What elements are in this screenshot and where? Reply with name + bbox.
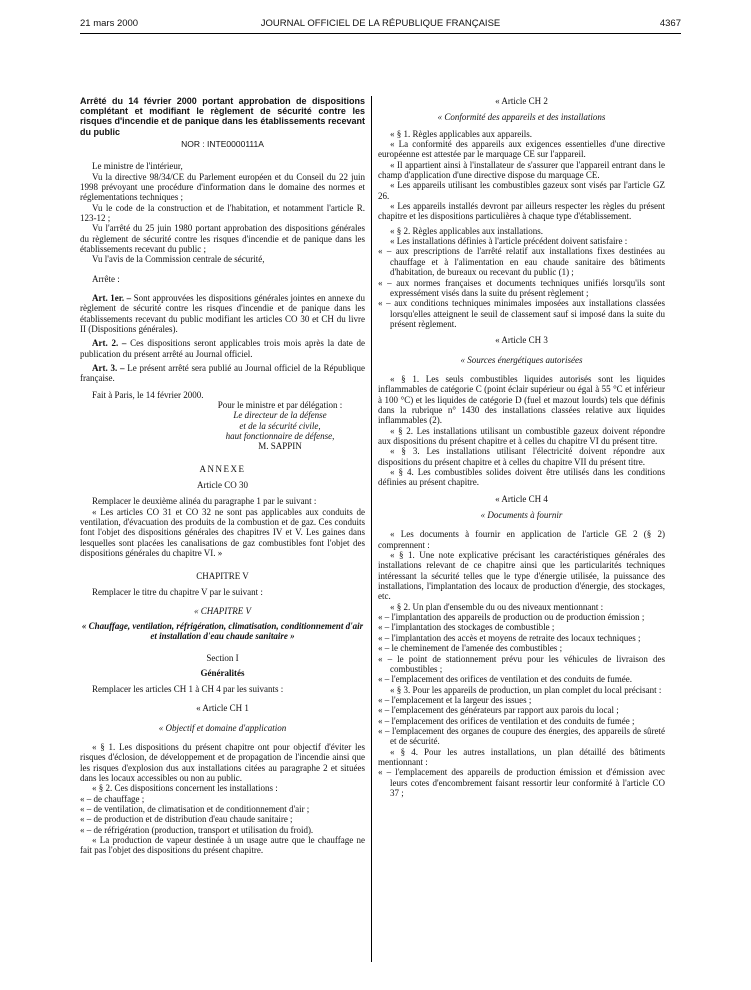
- article-paragraph: [80, 293, 365, 334]
- section-heading-italic: « Objectif et domaine d'application: [158, 722, 287, 733]
- section-heading: CHAPITRE V: [196, 570, 249, 581]
- paragraph: Remplacer le deuxième alinéa du paragraphe 1 par le suivant :: [92, 496, 317, 507]
- article-text: Sont approuvées les dispositions générales jointes en annexe du règlement de sécurité contre les risques d'incendie et de panique dans les établissements recevant du public modifiant les articles CO 30 et CH du livre II (Dispositions générales).: [80, 292, 366, 334]
- list-item: « – l'emplacement des orifices de ventilation et des conduits de fumée ;: [378, 715, 635, 726]
- header-rule: [80, 33, 681, 34]
- paragraph: « § 1. Les seuls combustibles liquides autorisés sont les liquides inflammables de catégorie C (point éclair supérieur ou égal à 55 °C et inférieur à 100 °C) et les liquides de catégorie D (fuel et mazout lourds) tels que définis dans la rubrique n° 1430 des installations classées relative aux liquides inflammables (2).: [378, 373, 665, 426]
- list-item: « – de chauffage ;: [80, 793, 145, 804]
- paragraph: « § 1. Une note explicative précisant les caractéristiques générales des installations relevant de ce chapitre ainsi que les particularités techniques intéressant la sécurité telles que le type d'énergie utilisée, la puissance des installations, l'implantation des locaux de production d'énergie, des stockages, etc.: [378, 550, 665, 602]
- list-item: « – de production et de distribution d'eau chaude sanitaire ;: [80, 814, 293, 825]
- paragraph: Vu la directive 98/34/CE du Parlement européen et du Conseil du 22 juin 1998 prévoyant une procédure d'information dans le domaine des normes et réglementations techniques ;: [80, 171, 365, 203]
- paragraph: Remplacer les articles CH 1 à CH 4 par les suivants :: [92, 683, 284, 694]
- paragraph: « Il appartient ainsi à l'installateur de s'assurer que l'appareil entrant dans le champ d'application d'une directive dispose du marquage CE.: [378, 159, 665, 181]
- section-heading: « Article CH 4: [495, 493, 548, 504]
- paragraph: « § 2. Ces dispositions concernent les installations :: [92, 783, 278, 794]
- header-date: 21 mars 2000: [80, 18, 139, 29]
- paragraph: « § 2. Un plan d'ensemble du ou des niveaux mentionnant :: [390, 601, 604, 612]
- paragraph: « § 1. Les dispositions du présent chapitre ont pour objectif d'éviter les risques d'éclosion, de développement et de propagation de l'incendie ainsi que les risques d'explosion dus aux installations citées au paragraphe 2 et situées dans les locaux accessibles ou non au public.: [80, 741, 365, 783]
- list-item: « – l'implantation des appareils de production ou de production émission ;: [378, 612, 645, 623]
- section-heading-italic: « CHAPITRE V: [194, 606, 251, 617]
- article-text: Ces dispositions seront applicables trois mois après la date de publication du présent arrêté au Journal officiel.: [80, 338, 365, 359]
- paragraph: Remplacer le titre du chapitre V par le suivant :: [92, 586, 263, 597]
- nor-reference: NOR : INTE0000111A: [181, 138, 264, 149]
- paragraph: « Les documents à fournir en application de l'article GE 2 (§ 2) comprennent :: [378, 529, 665, 550]
- signature-title: haut fonctionnaire de défense,: [225, 431, 335, 442]
- list-item: « – l'implantation des stockages de combustible ;: [378, 622, 555, 633]
- article-number: Art. 3. –: [92, 363, 125, 373]
- list-item: « – de réfrigération (production, transport et utilisation du froid).: [80, 824, 314, 835]
- list-item: « – aux normes françaises et documents techniques unifiés lorsqu'ils sont expressément visés dans la suite du présent règlement ;: [378, 277, 665, 298]
- paragraph: « § 2. Les installations utilisant un combustible gazeux doivent répondre aux dispositions du présent chapitre et à celles du chapitre VI du présent titre.: [378, 425, 665, 446]
- paragraph: « § 2. Règles applicables aux installations.: [390, 225, 543, 236]
- section-heading-italic: « Sources énergétiques autorisées: [460, 354, 583, 365]
- article-paragraph: [80, 363, 365, 384]
- paragraph: Vu l'avis de la Commission centrale de sécurité,: [92, 254, 265, 265]
- paragraph: Vu l'arrêté du 25 juin 1980 portant approbation des dispositions générales du règlement de sécurité contre les risques d'incendie et de panique dans les établissements recevant du public ;: [80, 223, 365, 254]
- paragraph: « La production de vapeur destinée à un usage autre que le chauffage ne fait pas l'objet des dispositions du présent chapitre.: [80, 835, 365, 856]
- list-item: « – l'implantation des accès et moyens de retraite des locaux techniques ;: [378, 632, 641, 643]
- paragraph: « § 4. Pour les autres installations, un plan détaillé des bâtiments mentionnant :: [378, 746, 665, 767]
- paragraph: Arrête :: [92, 273, 120, 284]
- paragraph: « § 3. Pour les appareils de production, un plan complet du local précisant :: [390, 684, 662, 695]
- paragraph: « § 1. Règles applicables aux appareils.: [390, 128, 532, 139]
- header-page-number: 4367: [659, 18, 681, 29]
- list-item: « – de ventilation, de climatisation et de conditionnement d'air ;: [80, 804, 310, 814]
- paragraph: « Les appareils installés devront par ailleurs respecter les règles du présent chapitre et les dispositions particulières à chaque type d'établissement.: [378, 201, 665, 222]
- article-text: Le présent arrêté sera publié au Journal officiel de la République française.: [80, 363, 365, 384]
- column-separator: [371, 96, 372, 962]
- paragraph: Vu le code de la construction et de l'habitation, et notamment l'article R. 123-12 ;: [80, 202, 365, 223]
- paragraph: « Les installations définies à l'article précédent doivent satisfaire :: [390, 236, 628, 247]
- paragraph: « Les articles CO 31 et CO 32 ne sont pas applicables aux conduits de ventilation, d'évacuation des produits de la combustion et de gaz. Ces conduits font l'objet des dispositions générales des chapitres IV et V. Les gaines dans lesquelles sont placées les canalisations de gaz combustibles font l'objet des dispositions générales du chapitre VI. »: [80, 506, 365, 559]
- paragraph: Le ministre de l'intérieur,: [92, 161, 183, 172]
- subsection-heading: Généralités: [200, 667, 245, 678]
- paragraph: « Les appareils utilisant les combustibles gazeux sont visés par l'article GZ 26.: [378, 180, 665, 201]
- section-heading: « Article CH 3: [495, 335, 548, 346]
- list-item: « – l'emplacement des organes de coupure des énergies, des appareils de sûreté et de sécurité.: [378, 725, 665, 747]
- section-heading: ANNEXE: [199, 463, 246, 474]
- section-heading-italic: « Documents à fournir: [480, 510, 563, 521]
- right-column: [378, 96, 665, 798]
- list-item: « – le cheminement de l'amenée des combustibles ;: [378, 643, 563, 654]
- article-number: Art. 2. –: [92, 338, 127, 349]
- signature-title: Le directeur de la défense: [233, 410, 327, 421]
- section-heading: « Article CH 2: [495, 96, 548, 106]
- paragraph: « La conformité des appareils aux exigences essentielles d'une directive européenne est attestée par le marquage CE sur l'appareil.: [378, 139, 665, 160]
- article-paragraph: [80, 338, 365, 359]
- signature-title: et de la sécurité civile,: [239, 420, 321, 431]
- signature-line: Pour le ministre et par délégation :: [217, 400, 343, 411]
- section-heading-italic: « Conformité des appareils et des installations: [437, 112, 606, 123]
- section-heading: « Article CH 1: [196, 703, 249, 714]
- paragraph: « § 4. Les combustibles solides doivent être utilisés dans les conditions définies au présent chapitre.: [378, 467, 665, 488]
- paragraph: Fait à Paris, le 14 février 2000.: [92, 389, 204, 400]
- chapter-title: « Chauffage, ventilation, réfrigération, climatisation, conditionnement d'air et installation d'eau chaude sanitaire »: [81, 620, 364, 641]
- list-item: « – le point de stationnement prévu pour les véhicules de livraison des combustibles ;: [378, 653, 665, 674]
- list-item: « – aux prescriptions de l'arrêté relatif aux installations fixes destinées au chauffage et à l'alimentation en eau chaude sanitaire des bâtiments d'habitation, de bureaux ou recevant du public (1) ;: [378, 246, 665, 278]
- article-number: Art. 1er. –: [92, 292, 132, 303]
- list-item: « – l'emplacement et la largeur des issues ;: [378, 694, 532, 705]
- header-journal-title: JOURNAL OFFICIEL DE LA RÉPUBLIQUE FRANÇAISE: [260, 18, 501, 29]
- list-item: « – l'emplacement des orifices de ventilation et des conduits de fumée.: [378, 674, 633, 685]
- paragraph: « § 3. Les installations utilisant l'électricité doivent répondre aux dispositions du présent chapitre et à celles du chapitre VII du présent titre.: [378, 446, 665, 467]
- section-heading: Article CO 30: [197, 480, 248, 491]
- list-item: « – l'emplacement des générateurs par rapport aux parois du local ;: [378, 705, 619, 716]
- section-heading: Section I: [206, 653, 239, 664]
- decree-title: Arrêté du 14 février 2000 portant approbation de dispositions complétant et modifiant le règlement de sécurité contre les risques d'incendie et de panique dans les établissements recevant du public: [80, 96, 365, 137]
- page-header: [80, 18, 681, 32]
- left-column: [80, 96, 365, 856]
- list-item: « – aux conditions techniques minimales imposées aux installations classées lorsqu'elles atteignent le seuil de classement sauf si imposé dans la suite du présent règlement.: [378, 298, 665, 329]
- signature-line: M. SAPPIN: [258, 441, 302, 452]
- list-item: « – l'emplacement des appareils de production émission et d'émission avec leurs cotes d'encombrement faisant ressortir leur conformité à l'article CO 37 ;: [378, 767, 665, 798]
